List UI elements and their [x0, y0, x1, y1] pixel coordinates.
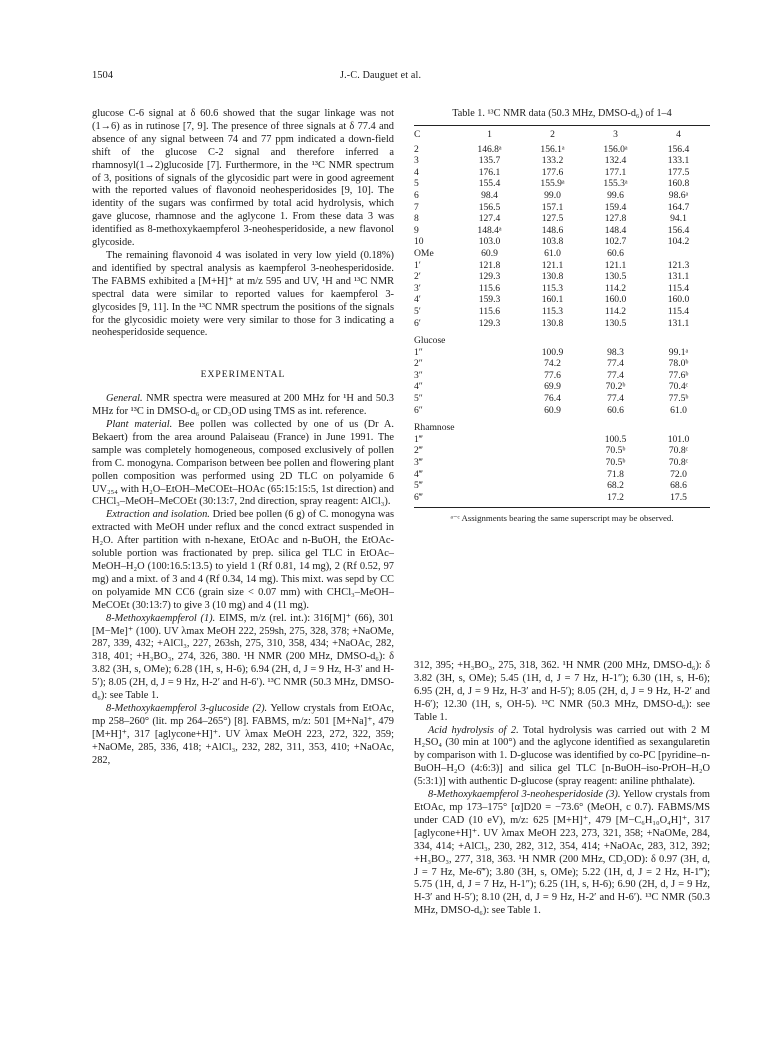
paragraph-label: Acid hydrolysis of 2.: [428, 724, 519, 736]
table-cell: 156.4: [667, 224, 690, 236]
row-label: 4‴: [414, 468, 423, 480]
table-cell: [458, 370, 521, 382]
column-header: 4: [676, 129, 681, 140]
table-grid: [414, 126, 710, 503]
table-cell: [458, 445, 521, 457]
table-cell: 61.0: [544, 247, 561, 259]
row-label: 8: [414, 213, 419, 225]
table-cell: 99.0: [544, 189, 561, 201]
paragraph: The remaining flavonoid 4 was isolated in very low yield (0.18%) and identified by spectral analysis as kaempferol 3-neohesperidoside. The FABMS exhibited a [M+H]⁺ at m/z 595 and UV, ¹H and ¹³C NMR spectral data were similar to reported values for kaempferol 3-glycosides [9, 11]. In the ¹³C NMR spectrum the positions of the signals for the glycosidic moiety were very similar to those for 3 indicating a neohesperidoside sequence.: [92, 249, 394, 339]
paragraph-text: NMR spectra were measured at 200 MHz for ¹H and 50.3 MHz for ¹³C in DMSO-d₆ or CD₃OD using TMS as int. reference.: [92, 393, 394, 418]
paragraph: 312, 395; +H₃BO₃, 275, 318, 362. ¹H NMR (200 MHz, DMSO-d₆): δ 3.82 (3H, s, OMe); 5.45 (1H, d, J = 7 Hz, H-1″); 6.30 (1H, s, H-6); 6.95 (2H, d, J = 9 Hz, H-3′ and H-5′); 8.05 (2H, d, J = 9 Hz, H-2′ and H-6′); 12.30 (1H, s, OH-5). ¹³C NMR (50.3 MHz, DMSO-d₆): see Table 1.: [414, 660, 710, 723]
table-row: [414, 347, 710, 359]
table-cell: 155.3ᵃ: [603, 178, 628, 190]
paragraph-label: 8-Methoxykaempferol 3-glucoside (2).: [106, 702, 268, 714]
row-label: 5: [414, 178, 419, 190]
table-cell: 156.4: [667, 143, 690, 155]
column-header: 2: [550, 129, 555, 140]
row-label: 6′: [414, 317, 421, 329]
row-label: 4″: [414, 381, 423, 393]
table-footnote: ᵃ⁻ᶜ Assignments bearing the same superscript may be observed.: [450, 513, 674, 524]
table-cell: 148.4: [604, 224, 627, 236]
table-cell: [521, 469, 584, 481]
table-cell: 127.8: [604, 213, 627, 225]
table-cell: 159.3: [478, 294, 501, 306]
row-label: 7: [414, 201, 419, 213]
table-row: [414, 318, 710, 330]
row-label: 2″: [414, 358, 423, 370]
table-cell: 131.1: [667, 317, 690, 329]
table-row: [414, 294, 710, 306]
table-cell: 68.6: [670, 480, 687, 492]
table-cell: 156.0ᵃ: [603, 143, 628, 155]
paragraph: [92, 613, 394, 703]
table-cell: 129.3: [478, 317, 501, 329]
paragraph: [414, 725, 710, 790]
table-cell: 133.1: [667, 155, 690, 167]
table-cell: 94.1: [670, 213, 687, 225]
table-cell: 99.1ᵃ: [668, 346, 689, 358]
table-cell: 130.5: [604, 317, 627, 329]
table-cell: 114.2: [604, 282, 627, 294]
running-head: J.-C. Dauguet et al.: [340, 70, 422, 81]
table-cell: 77.6ᵇ: [668, 369, 689, 381]
table-cell: [521, 480, 584, 492]
table-row: [414, 236, 710, 248]
table-cell: 130.8: [541, 317, 564, 329]
table-cell: 72.0: [670, 468, 687, 480]
table-cell: 17.2: [607, 491, 624, 503]
table-cell: 133.2: [541, 155, 564, 167]
table-cell: 60.9: [481, 247, 498, 259]
paragraph-text: Dried bee pollen (6 g) of C. monogyna was extracted with MeOH under reflux and the concd extract suspended in H₂O. After partition with n-hexane, EtOAc and n-BuOH, the EtOAc-soluble portion was fractionated by prep. silica gel TLC in EtOAc–MeOH–H₂O (100:16.5:13.5) to yield 1 (Rf 0.81, 14 mg), 2 (Rf 0.52, 97 mg) and a mixt. of 3 and 4 (Rf 0.34, 14 mg). This mixt. was sepd by CC on polyamide MN CC6 (grain size < 0.07 mm) with CHCl₃–MeOH–MeCOEt (30:13:7) to give 3 (10 mg) and 4 (11 mg).: [92, 509, 394, 611]
table-cell: 157.1: [541, 201, 564, 213]
table-row: [414, 445, 710, 457]
paragraph-text: Total hydrolysis was carried out with 2 M H₂SO₄ (30 min at 100°) and the aglycone identified as sexangularetin by comparison with 1. D-glucose was identified by co-PC [pyridine–n-BuOH–H₂O (4:6:3)] and silica gel TLC [n-BuOH–iso-PrOH–H₂O (5:3:1)] with authentic D-glucose (spray reagent: aniline phthalate).: [414, 724, 710, 788]
table-row: [414, 306, 710, 318]
row-label: 3″: [414, 369, 423, 381]
table-row: [414, 283, 710, 295]
row-label: 5′: [414, 305, 421, 317]
row-label: 1″: [414, 346, 423, 358]
table-row: [414, 457, 710, 469]
table-title: Table 1. ¹³C NMR data (50.3 MHz, DMSO-d₆) of 1–4: [452, 108, 672, 119]
table-cell: 98.6ᵃ: [668, 189, 689, 201]
table-row: [414, 202, 710, 214]
paragraph-text: EIMS, m/z (rel. int.): 316[M]⁺ (66), 301 [M−Me]⁺ (100). UV λmax MeOH 222, 259sh, 275, 328, 378; +NaOMe, 287, 339, 432; +AlCl₃, 227, 263sh, 275, 310, 358, 434; +NaOAc, 282, 318, 401; +H₃BO₃, 274, 326, 380. ¹H NMR (200 MHz, DMSO-d₆): δ 3.82 (3H, s, OMe); 6.28 (1H, s, H-6); 6.94 (2H, d, J = 9 Hz, H-3′ and H-5′); 8.05 (2H, d, J = 9 Hz, H-2′ and H-6′). ¹³C NMR (50.3 MHz, DMSO-d₆): see Table 1.: [92, 612, 395, 702]
table-cell: 77.5ᵇ: [668, 393, 689, 405]
table-cell: [458, 358, 521, 370]
table-row: [414, 370, 710, 382]
paragraph-label: 8-Methoxykaempferol (1).: [106, 612, 216, 624]
table-cell: 74.2: [544, 358, 561, 370]
table-cell: 61.0: [670, 404, 687, 416]
page-number: 1504: [92, 70, 113, 81]
table-cell: 160.0: [604, 294, 627, 306]
table-cell: 70.2ᵇ: [605, 381, 626, 393]
table-cell: 115.3: [541, 305, 564, 317]
row-label: 5‴: [414, 480, 423, 492]
table-cell: 177.6: [541, 166, 564, 178]
table-cell: 60.9: [544, 404, 561, 416]
table-cell: 78.0ᵇ: [668, 358, 689, 370]
table-cell: 129.3: [478, 271, 501, 283]
table-cell: 148.6: [541, 224, 564, 236]
row-label: 6‴: [414, 491, 423, 503]
table-cell: 77.4: [607, 358, 624, 370]
table-cell: [458, 393, 521, 405]
table-cell: 98.3: [607, 346, 624, 358]
table-row: [414, 155, 710, 167]
row-label: 9: [414, 224, 419, 236]
table-cell: 77.4: [607, 393, 624, 405]
paragraph: [92, 419, 394, 509]
table-cell: 131.1: [667, 271, 690, 283]
table-row: [414, 167, 710, 179]
table-cell: 135.7: [478, 155, 501, 167]
table-cell: [521, 434, 584, 446]
table-cell: [458, 480, 521, 492]
table-cell: 164.7: [667, 201, 690, 213]
table-cell: 155.9ᵃ: [540, 178, 565, 190]
row-label: 2′: [414, 271, 421, 283]
row-label: 4: [414, 166, 419, 178]
table-cell: 100.5: [604, 433, 627, 445]
paragraph-text: Bee pollen was collected by one of us (Dr A. Bekaert) from the area around Palaiseau (France) in June 1991. The sample was completely homogeneous, composed exclusively of pollen from C. monogyna. Comparison between bee pollen and flowering plant pollen composition was performed using 2D TLC on polyamide 6 UV₂₅₄ with H₂O–EtOH–MeCOEt–HOAc (65:15:15:5, 1st direction) and CHCl₃–MeOH–MeCOEt (30:13:7, 2nd direction, spray reagent: AlCl₃).: [92, 419, 395, 508]
table-row: [414, 393, 710, 405]
paragraph-label: Extraction and isolation.: [106, 509, 210, 521]
row-label: 10: [414, 236, 424, 248]
table-cell: 160.8: [667, 178, 690, 190]
table-cell: [458, 434, 521, 446]
table-cell: 114.2: [604, 305, 627, 317]
table-cell: [521, 445, 584, 457]
row-label: 1′: [414, 259, 421, 271]
table-cell: 70.8ᶜ: [668, 457, 689, 469]
table-cell: [458, 492, 521, 504]
column-header: 1: [487, 129, 492, 140]
table-cell: 76.4: [544, 393, 561, 405]
row-label: 3: [414, 155, 419, 167]
column-header: 3: [613, 129, 618, 140]
table-cell: 130.5: [604, 271, 627, 283]
table-cell: 121.3: [667, 259, 690, 271]
table-row: [414, 434, 710, 446]
table-cell: 69.9: [544, 381, 561, 393]
table-cell: 70.5ᵇ: [605, 445, 626, 457]
table-cell: 101.0: [667, 433, 690, 445]
row-label: 6″: [414, 404, 423, 416]
table-row: [414, 480, 710, 492]
table-row: [414, 271, 710, 283]
right-column: [414, 660, 710, 918]
table-cell: 160.1: [541, 294, 564, 306]
table-cell: 77.6: [544, 369, 561, 381]
table-row: [414, 144, 710, 156]
paragraph-label: General.: [106, 393, 143, 405]
paragraph: [92, 703, 394, 768]
table-cell: 127.5: [541, 213, 564, 225]
table-cell: 176.1: [478, 166, 501, 178]
table-cell: 98.4: [481, 189, 498, 201]
table-cell: 121.8: [478, 259, 501, 271]
table-row: [414, 381, 710, 393]
row-label: 5″: [414, 393, 423, 405]
table-row: [414, 469, 710, 481]
table-row: [414, 405, 710, 417]
table-cell: 160.0: [667, 294, 690, 306]
paragraph-text: Yellow crystals from EtOAc, mp 173–175° [α]D20 = −73.6° (MeOH, c 0.7). FABMS/MS under CAD (10 eV), m/z: 625 [M+H]⁺, 479 [M−C₆H₁₀O₄H]⁺, 317 [aglycone+H]⁺. UV λmax MeOH 223, 273, 321, 358; +NaOMe, 284, 334, 414; +AlCl₃, 230, 282, 312, 354, 414; +NaOAc, 283, 312, 392; +H₃BO₃, 277, 318, 363. ¹H NMR (200 MHz, CD₃OD): δ 0.97 (3H, d, J = 7 Hz, Me-6‴); 3.80 (3H, s, OMe); 5.22 (1H, d, J = 2 Hz, H-1‴); 5.75 (1H, d, J = 7 Hz, H-1″); 6.25 (1H, s, H-6); 6.90 (2H, d, J = 9 Hz, H-3′ and H-5′); 8.10 (2H, d, J = 9 Hz, H-2′ and H-6′). ¹³C NMR (50.3 MHz, DMSO-d₆): see Table 1.: [414, 789, 710, 917]
table-cell: 115.6: [478, 305, 501, 317]
row-label: 2‴: [414, 445, 423, 457]
table-cell: 60.6: [607, 404, 624, 416]
table-cell: 102.7: [604, 236, 627, 248]
table-row: [414, 358, 710, 370]
table-cell: 70.8ᶜ: [668, 445, 689, 457]
table-cell: 115.3: [541, 282, 564, 294]
paragraph: [92, 393, 394, 419]
table-cell: 155.4: [478, 178, 501, 190]
row-label: 2: [414, 143, 419, 155]
paragraph: [414, 789, 710, 918]
table-cell: 115.4: [667, 282, 690, 294]
left-column: [92, 108, 394, 768]
table-cell: 70.4ᶜ: [668, 381, 689, 393]
section-heading: EXPERIMENTAL: [200, 369, 286, 381]
table-cell: 177.5: [667, 166, 690, 178]
table-cell: 103.0: [478, 236, 501, 248]
table-cell: [458, 457, 521, 469]
table-cell: 146.8ᵃ: [477, 143, 502, 155]
table-row: [414, 190, 710, 202]
table-row: [414, 225, 710, 237]
table-cell: 99.6: [607, 189, 624, 201]
table-cell: 115.4: [667, 305, 690, 317]
table-cell: 159.4: [604, 201, 627, 213]
table-row: [414, 248, 710, 260]
table-cell: [458, 469, 521, 481]
table-cell: [458, 381, 521, 393]
table-cell: 68.2: [607, 480, 624, 492]
nmr-table: [414, 108, 710, 524]
row-label: 3′: [414, 282, 421, 294]
table-row: [414, 178, 710, 190]
table-cell: 156.1ᵃ: [540, 143, 565, 155]
table-cell: 121.1: [541, 259, 564, 271]
table-cell: 71.8: [607, 468, 624, 480]
table-cell: 104.2: [667, 236, 690, 248]
table-cell: 60.6: [607, 247, 624, 259]
section-label: Rhamnose: [414, 422, 455, 434]
row-label: 4′: [414, 294, 421, 306]
table-cell: [458, 347, 521, 359]
table-cell: 115.6: [478, 282, 501, 294]
table-cell: 121.1: [604, 259, 627, 271]
table-row: [414, 260, 710, 272]
paragraph-label: Plant material.: [106, 419, 173, 431]
row-label: 3‴: [414, 457, 423, 469]
table-cell: 177.1: [604, 166, 627, 178]
table-row: [414, 492, 710, 504]
table-cell: 148.4ᵃ: [477, 224, 502, 236]
table-cell: [521, 457, 584, 469]
paragraph: [92, 509, 394, 612]
table-cell: 17.5: [670, 491, 687, 503]
table-cell: [458, 405, 521, 417]
paragraph-text: Yellow crystals from EtOAc, mp 258–260° (lit. mp 264–265°) [8]. FABMS, m/z: 501 [M+Na]⁺, 479 [M+H]⁺, 317 [aglycone+H]⁺. UV λmax MeOH 223, 272, 322, 359; +NaOMe, 285, 336, 418; +AlCl₃, 232, 282, 311, 353, 410; +NaOAc, 282,: [92, 702, 394, 766]
table-cell: 132.4: [604, 155, 627, 167]
table-cell: 100.9: [541, 346, 564, 358]
column-header: C: [414, 129, 421, 140]
row-label: 6: [414, 189, 419, 201]
table-cell: [647, 248, 710, 260]
table-cell: 130.8: [541, 271, 564, 283]
table-row: [414, 213, 710, 225]
table-header-row: [414, 126, 710, 144]
table-cell: 156.5: [478, 201, 501, 213]
paragraph-label: 8-Methoxykaempferol 3-neohesperidoside (3).: [428, 789, 621, 801]
section-label: Glucose: [414, 335, 446, 347]
table-cell: 77.4: [607, 369, 624, 381]
table-cell: 127.4: [478, 213, 501, 225]
row-label: OMe: [414, 247, 434, 259]
table-cell: [521, 492, 584, 504]
table-cell: 103.8: [541, 236, 564, 248]
table-cell: 70.5ᵇ: [605, 457, 626, 469]
paragraph: glucose C-6 signal at δ 60.6 showed that the sugar linkage was not (1→6) as in rutinose [7, 9]. The presence of three signals at δ 77.4 and absence of any signal between 74 and 77 ppm indicated a down-field shift of the glucose C-2 signal and therefore inferred a rhamnosyl(1→2)glucoside [7]. Furthermore, in the ¹³C NMR spectrum of 3, positions of signals of the glycosidic part were in good agreement with the reported values of flavonoid neohesperidosides [9, 10]. The identity of the sugars was confirmed by total acid hydrolysis, which gave glucose, rhamnose and the aglycone 1. From these data 3 was identified as 8-methoxykaempferol 3-neohesperidoside, a new flavonol glycoside.: [92, 108, 394, 249]
row-label: 1‴: [414, 433, 423, 445]
